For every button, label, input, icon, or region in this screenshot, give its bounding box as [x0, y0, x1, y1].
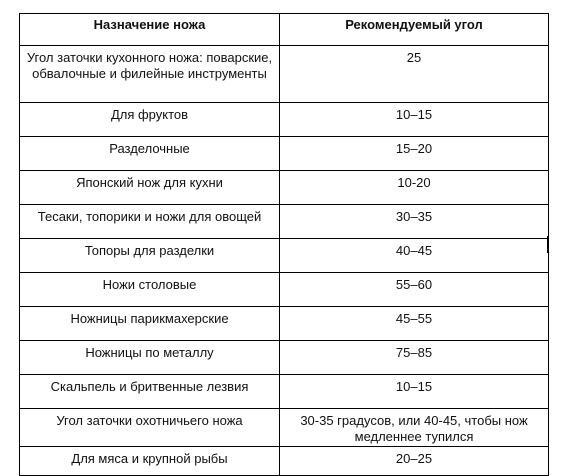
cell-angle: 10–15	[280, 375, 549, 409]
cell-purpose: Ножи столовые	[20, 273, 280, 307]
table-row	[20, 137, 549, 171]
cell-purpose: Ножницы по металлу	[20, 341, 280, 375]
header-knife-purpose: Назначение ножа	[20, 14, 280, 46]
cell-angle: 30-35 градусов, или 40-45, чтобы нож медленнее тупился	[280, 409, 549, 447]
table-row	[20, 171, 549, 205]
cell-purpose: Японский нож для кухни	[20, 171, 280, 205]
cell-purpose: Топоры для разделки	[20, 239, 280, 273]
cell-angle: 25	[280, 46, 549, 103]
cell-angle: 10-20	[280, 171, 549, 205]
cell-angle: 75–85	[280, 341, 549, 375]
table-row	[20, 273, 549, 307]
cell-angle: 15–20	[280, 137, 549, 171]
table-row	[20, 46, 549, 103]
table-row	[20, 205, 549, 239]
table-row	[20, 103, 549, 137]
cell-angle: 55–60	[280, 273, 549, 307]
cell-angle: 10–15	[280, 103, 549, 137]
cell-purpose: Ножницы парикмахерские	[20, 307, 280, 341]
table-header-row	[20, 14, 549, 46]
cell-purpose: Угол заточки охотничьего ножа	[20, 409, 280, 447]
cell-purpose: Угол заточки кухонного ножа: поварские, обвалочные и филейные инструменты	[20, 46, 280, 103]
table-row	[20, 409, 549, 447]
table-row	[20, 307, 549, 341]
cell-angle: 40–45	[280, 239, 549, 273]
cell-purpose: Тесаки, топорики и ножи для овощей	[20, 205, 280, 239]
cell-purpose: Скальпель и бритвенные лезвия	[20, 375, 280, 409]
table-row	[20, 239, 549, 273]
cell-purpose: Для мяса и крупной рыбы	[20, 447, 280, 476]
table-row	[20, 341, 549, 375]
sharpening-angle-table	[19, 13, 549, 476]
cell-angle: 30–35	[280, 205, 549, 239]
text-cursor	[547, 236, 548, 253]
table-row	[20, 447, 549, 476]
sharpening-angle-table-container	[19, 13, 549, 476]
cell-purpose: Для фруктов	[20, 103, 280, 137]
cell-angle: 45–55	[280, 307, 549, 341]
header-recommended-angle: Рекомендуемый угол	[280, 14, 549, 46]
cell-angle: 20–25	[280, 447, 549, 476]
cell-purpose: Разделочные	[20, 137, 280, 171]
table-row	[20, 375, 549, 409]
